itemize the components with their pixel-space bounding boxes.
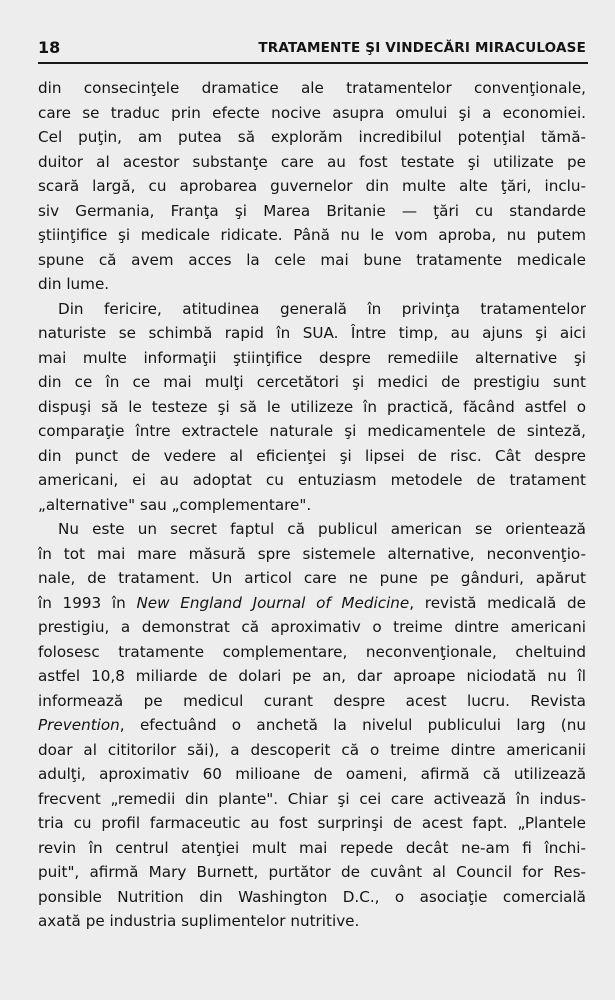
text-line: scară largă, cu aprobarea guvernelor din multe alte ţări, inclu-: [38, 177, 586, 195]
text-line: doar al cititorilor săi), a descoperit că o treime dintre americanii: [38, 740, 586, 759]
text-segment: în 1993 în: [38, 593, 137, 612]
text-line: prestigiu, a demonstrat că aproximativ o treime dintre americani: [38, 618, 586, 636]
text-line: spune că avem acces la cele mai bune tratamente medicale: [38, 250, 586, 269]
text-line: din ce în ce mai mulţi cercetători şi medici de prestigiu sunt: [38, 373, 586, 391]
text-line: din punct de vedere al eficienţei şi lipsei de risc. Cât despre: [38, 446, 586, 465]
journal-title: New England Journal of Medicine: [136, 593, 410, 612]
text-line: frecvent „remedii din plante". Chiar şi cei care activează în indus-: [38, 789, 586, 808]
text-line: în tot mai mare măsură spre sistemele alternative, neconvenţio-: [38, 544, 586, 563]
text-line: din consecinţele dramatice ale tratamentelor convenţionale,: [38, 79, 586, 97]
text-line: Nu este un secret faptul că publicul american se orientează: [58, 520, 586, 538]
text-line: Din fericire, atitudinea generală în privinţa tratamentelor: [58, 299, 586, 318]
running-title: TRATAMENTE ŞI VINDECĂRI MIRACULOASE: [258, 40, 586, 56]
text-line: informează pe medicul curant despre acest lucru. Revista: [38, 691, 586, 710]
text-line: ştiinţifice şi medicale ridicate. Până nu le vom aproba, nu putem: [38, 226, 586, 244]
running-head: [38, 36, 586, 60]
body-text: [38, 76, 586, 934]
text-segment: , efectuând o anchetă la nivelul publicului larg (nu: [119, 716, 586, 734]
text-line: mai multe informaţii ştiinţifice despre remediile alternative şi: [38, 348, 586, 367]
text-line: puit", afirmă Mary Burnett, purtător de cuvânt al Council for Res-: [38, 863, 586, 881]
text-line: revin în centrul atenţiei mult mai repede decât ne-am fi închi-: [38, 838, 586, 857]
text-line: adulţi, aproximativ 60 milioane de oameni, afirmă că utilizează: [38, 765, 586, 783]
magazine-title: Prevention: [38, 716, 120, 734]
text-line: tria cu profil farmaceutic au fost surprinşi de acest fapt. „Plantele: [38, 814, 586, 832]
text-line: duitor al acestor substanţe care au fost testate şi utilizate pe: [38, 152, 586, 171]
text-line: comparaţie între extractele naturale şi medicamentele de sinteză,: [38, 422, 586, 440]
text-line: „alternative" sau „complementare".: [38, 495, 312, 514]
text-line: naturiste se schimbă rapid în SUA. Între timp, au ajuns şi aici: [38, 324, 586, 342]
text-line: dispuşi să le testeze şi să le utilizeze în practică, făcând astfel o: [38, 397, 586, 416]
text-line: nale, de tratament. Un articol care ne pune pe gânduri, apărut: [38, 569, 586, 587]
text-line: siv Germania, Franţa şi Marea Britanie — ţări cu standarde: [38, 201, 586, 220]
text-line: folosesc tratamente complementare, neconvenţionale, cheltuind: [38, 642, 586, 661]
text-line: din lume.: [38, 275, 110, 293]
text-line: Cel puţin, am putea să explorăm incredibilul potenţial tămă-: [38, 128, 586, 146]
page-number: 18: [38, 38, 61, 57]
header-rule: [38, 62, 588, 64]
text-segment: , revistă medicală de: [409, 593, 586, 612]
text-line: americani, ei au adoptat cu entuziasm metodele de tratament: [38, 471, 586, 489]
text-line: ponsible Nutrition din Washington D.C., o asociaţie comercială: [38, 887, 586, 906]
text-line: axată pe industria suplimentelor nutritive.: [38, 912, 360, 930]
text-line: astfel 10,8 miliarde de dolari pe an, dar aproape niciodată nu îl: [38, 667, 586, 685]
text-line: [38, 591, 586, 616]
text-line: [38, 713, 586, 738]
text-line: care se traduc prin efecte nocive asupra omului şi a economiei.: [38, 103, 586, 122]
